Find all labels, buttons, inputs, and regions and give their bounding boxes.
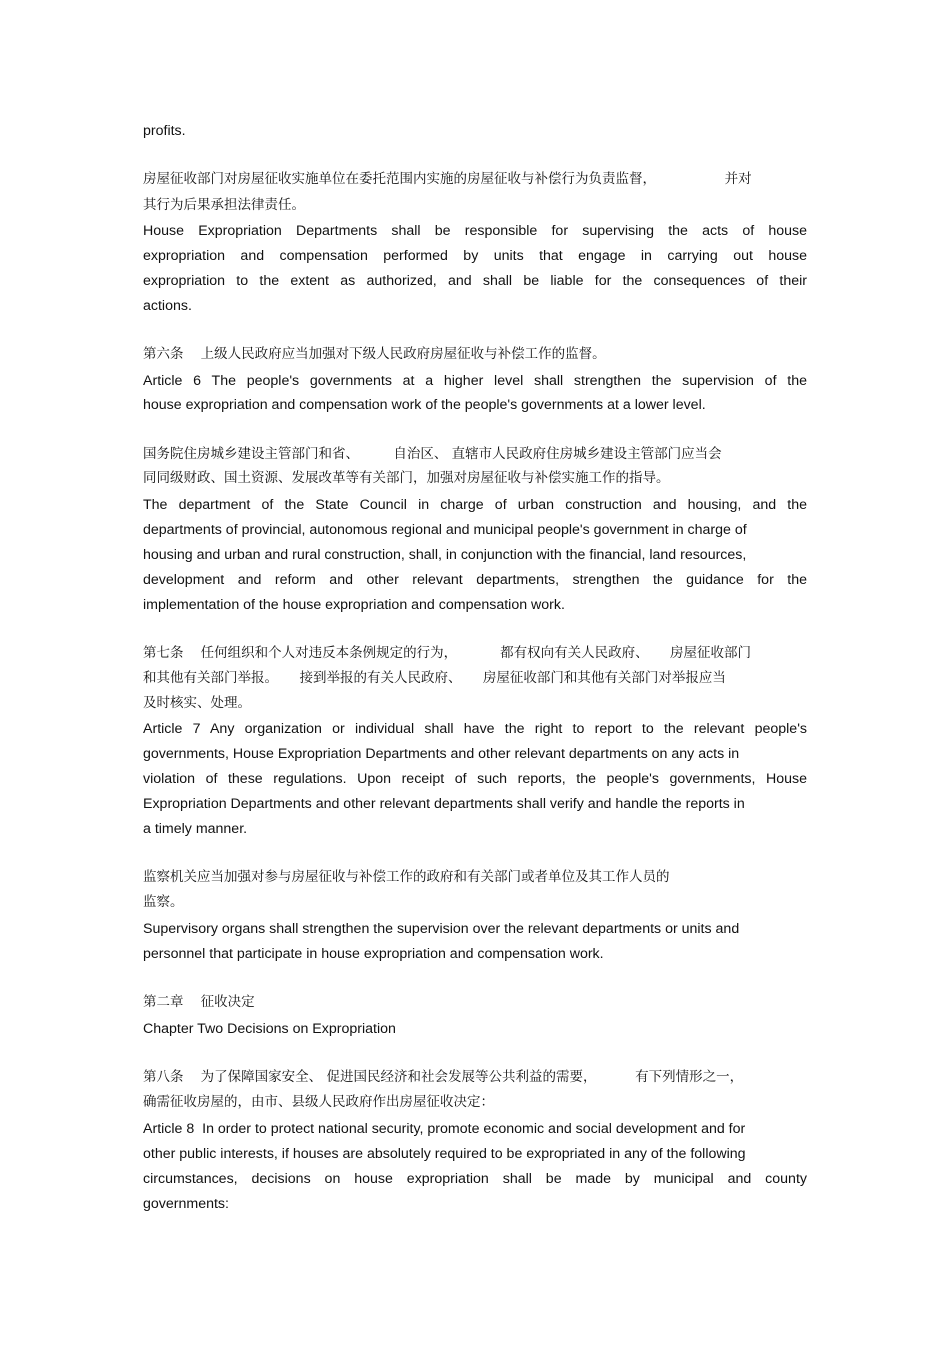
text-line: Article 7 Any organization or individual shall have the right to report to the relevant people's [143,721,807,737]
text-line: a timely manner. [143,821,248,837]
text-line: governments, House Expropriation Departments and other relevant departments on any acts in [143,746,740,762]
text-line: Article 8 In order to protect national security, promote economic and social development and for [143,1121,746,1137]
text-line: The department of the State Council in charge of urban construction and housing, and the [143,497,807,513]
text-line: other public interests, if houses are absolutely required to be expropriated in any of the following [143,1146,746,1162]
text-line: profits. [143,123,186,139]
text-line: Supervisory organs shall strengthen the supervision over the relevant departments or units and [143,921,740,937]
text-line: expropriation and compensation performed by units that engage in carrying out house [143,248,807,264]
text-line: development and reform and other relevant departments, strengthen the guidance for the [143,572,807,588]
text-line: personnel that participate in house expropriation and compensation work. [143,946,604,962]
text-line: governments: [143,1196,229,1212]
text-line: actions. [143,298,192,314]
text-line: 监察机关应当加强对参与房屋征收与补偿工作的政府和有关部门或者单位及其工作人员的 [143,869,670,885]
text-line: 及时核实、处理。 [143,695,251,711]
text-line: Expropriation Departments and other relevant departments shall verify and handle the reports in [143,796,745,812]
text-line: 同同级财政、国土资源、发展改革等有关部门，加强对房屋征收与补偿实施工作的指导。 [143,470,670,486]
text-line: 房屋征收部门对房屋征收实施单位在委托范围内实施的房屋征收与补偿行为负责监督， 并对 [143,171,752,187]
text-line: house expropriation and compensation work of the people's governments at a lower level. [143,397,706,413]
text-line: circumstances, decisions on house expropriation shall be made by municipal and county [143,1171,807,1187]
text-line: 监察。 [143,894,184,910]
article-heading: 第八条 为了保障国家安全、 促进国民经济和社会发展等公共利益的需要， 有下列情形之一， [143,1069,744,1085]
text-line: Article 6 The people's governments at a higher level shall strengthen the supervision of the [143,373,807,389]
text-line: violation of these regulations. Upon receipt of such reports, the people's governments, House [143,771,807,787]
article-heading: 第七条 任何组织和个人对违反本条例规定的行为， 都有权向有关人民政府、 房屋征收部门 [143,645,752,661]
text-line: House Expropriation Departments shall be responsible for supervising the acts of house [143,223,807,239]
text-line: 确需征收房屋的，由市、县级人民政府作出房屋征收决定： [143,1094,494,1110]
text-line: 和其他有关部门举报。 接到举报的有关人民政府、 房屋征收部门和其他有关部门对举报应当 [143,670,726,686]
text-line: 国务院住房城乡建设主管部门和省、 自治区、 直辖市人民政府住房城乡建设主管部门应当会 [143,446,722,462]
chapter-heading: 第二章 征收决定 [143,994,255,1010]
text-line: departments of provincial, autonomous regional and municipal people's government in charge of [143,522,747,538]
text-line: 其行为后果承担法律责任。 [143,197,305,213]
text-line: housing and urban and rural construction, shall, in conjunction with the financial, land resources, [143,547,747,563]
text-line: implementation of the house expropriation and compensation work. [143,597,565,613]
article-heading: 第六条 上级人民政府应当加强对下级人民政府房屋征收与补偿工作的监督。 [143,346,606,362]
text-line: expropriation to the extent as authorized, and shall be liable for the consequences of their [143,273,807,289]
chapter-heading-en: Chapter Two Decisions on Expropriation [143,1021,396,1037]
